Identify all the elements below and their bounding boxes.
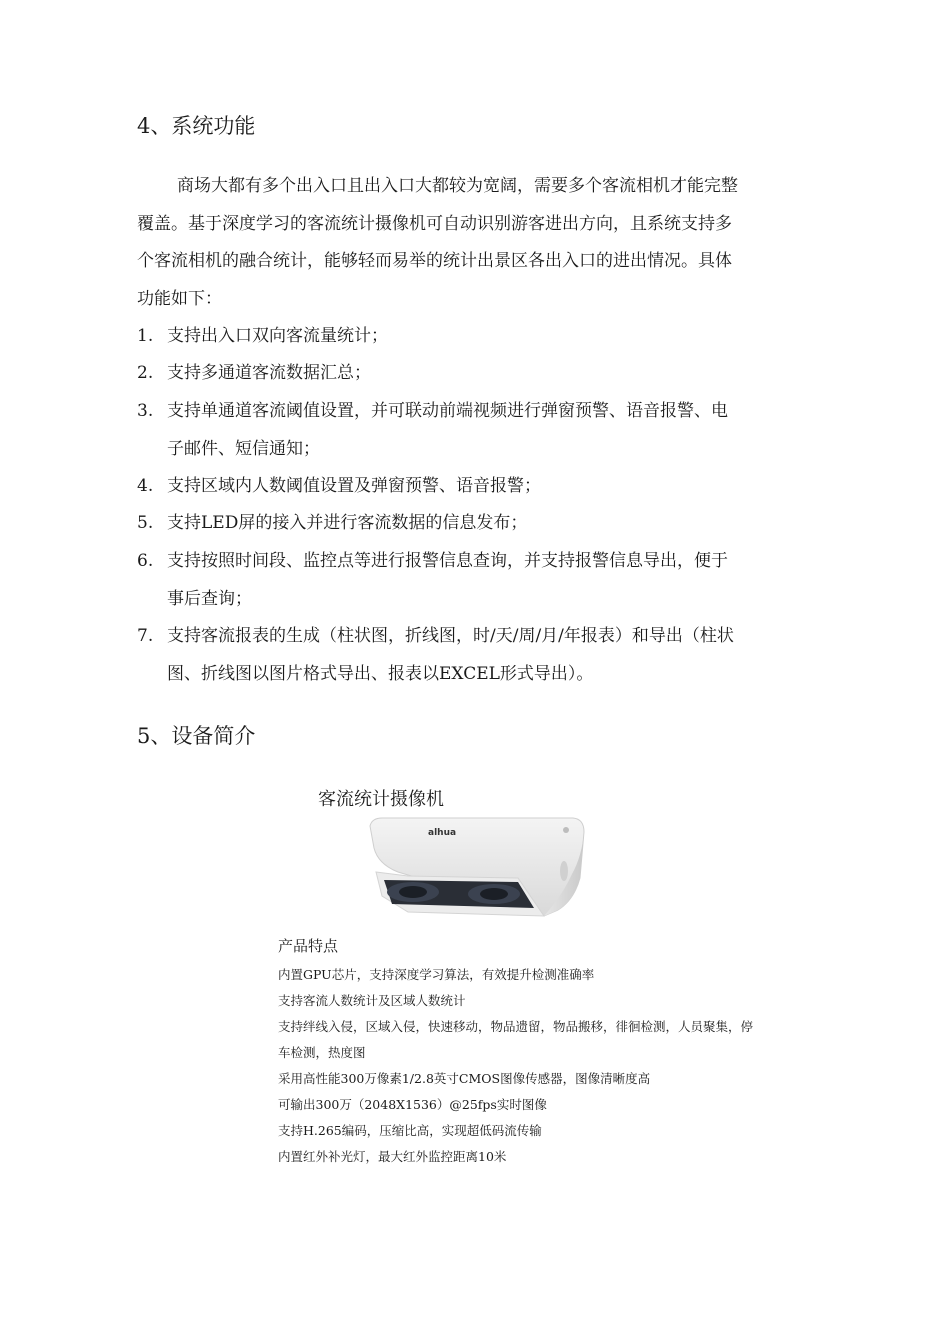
intro-paragraph <box>137 168 817 318</box>
function-item-2 <box>137 355 817 393</box>
feature-item: 内置红外补光灯，最大红外监控距离10米 <box>278 1149 507 1164</box>
item-number: 3. <box>137 401 154 421</box>
intro-line: 功能如下： <box>137 288 222 309</box>
item-text: 支持区域内人数阈值设置及弹窗预警、语音报警； <box>167 476 541 496</box>
intro-line: 个客流相机的融合统计，能够轻而易举的统计出景区各出入口的进出情况。具体 <box>137 251 732 271</box>
function-item-6 <box>137 543 817 618</box>
feature-item: 采用高性能300万像素1/2.8英寸CMOS图像传感器，图像清晰度高 <box>278 1071 651 1086</box>
item-text: 支持出入口双向客流量统计； <box>167 326 388 346</box>
feature-item: 车检测，热度图 <box>278 1045 366 1060</box>
feature-item: 可输出300万（2048X1536）@25fps实时图像 <box>278 1097 547 1112</box>
feature-item: 支持绊线入侵，区域入侵，快速移动，物品遗留，物品搬移，徘徊检测，人员聚集，停 <box>278 1019 754 1034</box>
item-number: 7. <box>137 626 154 646</box>
features-title: 产品特点 <box>278 937 339 955</box>
item-text: 支持LED屏的接入并进行客流数据的信息发布； <box>167 513 528 533</box>
camera-brand-logo: alhua <box>428 828 457 838</box>
item-number: 5. <box>137 513 154 533</box>
feature-item: 支持客流人数统计及区域人数统计 <box>278 993 466 1008</box>
product-caption: 客流统计摄像机 <box>318 789 444 810</box>
section-4-heading: 4、系统功能 <box>137 114 256 138</box>
function-item-3 <box>137 393 817 468</box>
item-text: 事后查询； <box>167 588 252 609</box>
item-number: 2. <box>137 363 154 383</box>
item-text: 支持单通道客流阈值设置，并可联动前端视频进行弹窗预警、语音报警、电 <box>167 401 728 421</box>
intro-line: 商场大都有多个出入口且出入口大都较为宽阔，需要多个客流相机才能完整 <box>177 176 738 196</box>
item-text: 子邮件、短信通知； <box>167 438 320 459</box>
item-text: 支持按照时间段、监控点等进行报警信息查询，并支持报警信息导出，便于 <box>167 551 728 571</box>
function-item-5 <box>137 505 817 543</box>
item-number: 1. <box>137 326 154 346</box>
feature-item: 支持H.265编码，压缩比高，实现超低码流传输 <box>278 1123 542 1138</box>
function-item-7 <box>137 618 817 693</box>
section-5-heading: 5、设备简介 <box>137 724 256 748</box>
intro-line: 覆盖。基于深度学习的客流统计摄像机可自动识别游客进出方向，且系统支持多 <box>137 213 732 234</box>
feature-item: 内置GPU芯片，支持深度学习算法，有效提升检测准确率 <box>278 967 595 982</box>
item-number: 4. <box>137 476 154 496</box>
item-text: 支持客流报表的生成（柱状图，折线图，时/天/周/月/年报表）和导出（柱状 <box>167 626 734 646</box>
camera-image <box>368 816 588 921</box>
item-text: 图、折线图以图片格式导出、报表以EXCEL形式导出）。 <box>167 663 594 684</box>
function-item-4 <box>137 468 817 506</box>
item-number: 6. <box>137 551 154 571</box>
item-text: 支持多通道客流数据汇总； <box>167 363 371 383</box>
function-item-1 <box>137 318 817 356</box>
camera-icon <box>368 816 588 921</box>
